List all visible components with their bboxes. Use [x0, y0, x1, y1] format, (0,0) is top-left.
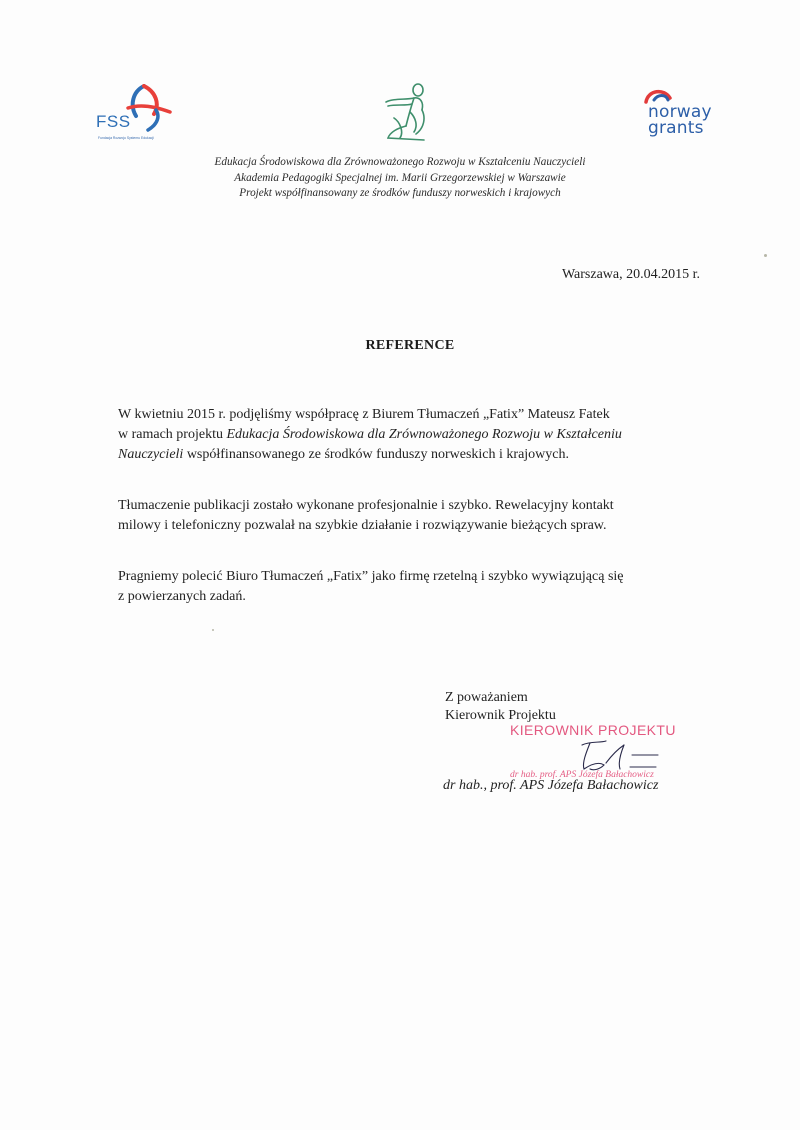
aps-figure-icon [380, 82, 432, 144]
closing-regards: Z poważaniem [445, 690, 528, 705]
paragraph-3-line-2: z powierzanych zadań. [118, 589, 246, 604]
project-header [0, 155, 800, 202]
paragraph-2-line-1: Tłumaczenie publikacji zostało wykonane profesjonalnie i szybko. Rewelacyjny kontakt [118, 498, 614, 513]
paragraph-3 [118, 567, 708, 607]
fss-logo [94, 84, 184, 144]
paragraph-1-line-3 [118, 445, 708, 465]
closing-role: Kierownik Projektu [445, 708, 556, 723]
fss-logo-subtext: Fundacja Rozwoju Systemu Edukacji [98, 136, 154, 140]
paragraph-1 [118, 405, 708, 465]
paragraph-1-line-1: W kwietniu 2015 r. podjęliśmy współpracę z Biurem Tłumaczeń „Fatix” Mateusz Fatek [118, 407, 610, 422]
project-header-line-1: Edukacja Środowiskowa dla Zrównoważonego Rozwoju w Kształceniu Nauczycieli [214, 156, 586, 168]
scan-speck [212, 629, 214, 631]
project-name-emphasis-cont: Nauczycieli [118, 447, 184, 462]
norway-grants-word-norway: norway [648, 102, 712, 122]
scan-speck [764, 254, 767, 257]
paragraph-2-line-2: milowy i telefoniczny pozwalał na szybkie działanie i rozwiązywanie bieżących spraw. [118, 518, 607, 533]
project-header-line-2: Akademia Pedagogiki Specjalnej im. Marii Grzegorzewskiej w Warszawie [234, 171, 566, 184]
signer-name: dr hab., prof. APS Józefa Bałachowicz [443, 778, 659, 793]
letter-date: Warszawa, 20.04.2015 r. [561, 267, 700, 282]
norway-grants-logo [642, 86, 732, 142]
fss-logo-text: FSS [96, 112, 131, 131]
norway-grants-word-grants: grants [648, 118, 704, 138]
stamp-signer-name: dr hab. prof. APS Józefa Bałachowicz [510, 770, 654, 780]
paragraph-1-line-2 [118, 425, 708, 445]
official-stamp: KIEROWNIK PROJEKTU [510, 722, 676, 738]
aps-logo [380, 82, 432, 144]
closing-block [445, 689, 556, 725]
project-header-line-3: Projekt współfinansowany ze środków funduszy norweskich i krajowych [239, 187, 561, 199]
paragraph-1-line-3-text: współfinansowanego ze środków funduszy norweskich i krajowych. [183, 447, 570, 462]
project-name-emphasis: Edukacja Środowiskowa dla Zrównoważonego Rozwoju w Kształceniu [226, 427, 622, 442]
letter-title: REFERENCE [365, 338, 455, 353]
paragraph-3-line-1: Pragniemy polecić Biuro Tłumaczeń „Fatix” jako firmę rzetelną i szybko wywiązującą się [118, 569, 624, 584]
paragraph-1-line-2-text: w ramach projektu [118, 427, 227, 442]
paragraph-2 [118, 496, 708, 536]
